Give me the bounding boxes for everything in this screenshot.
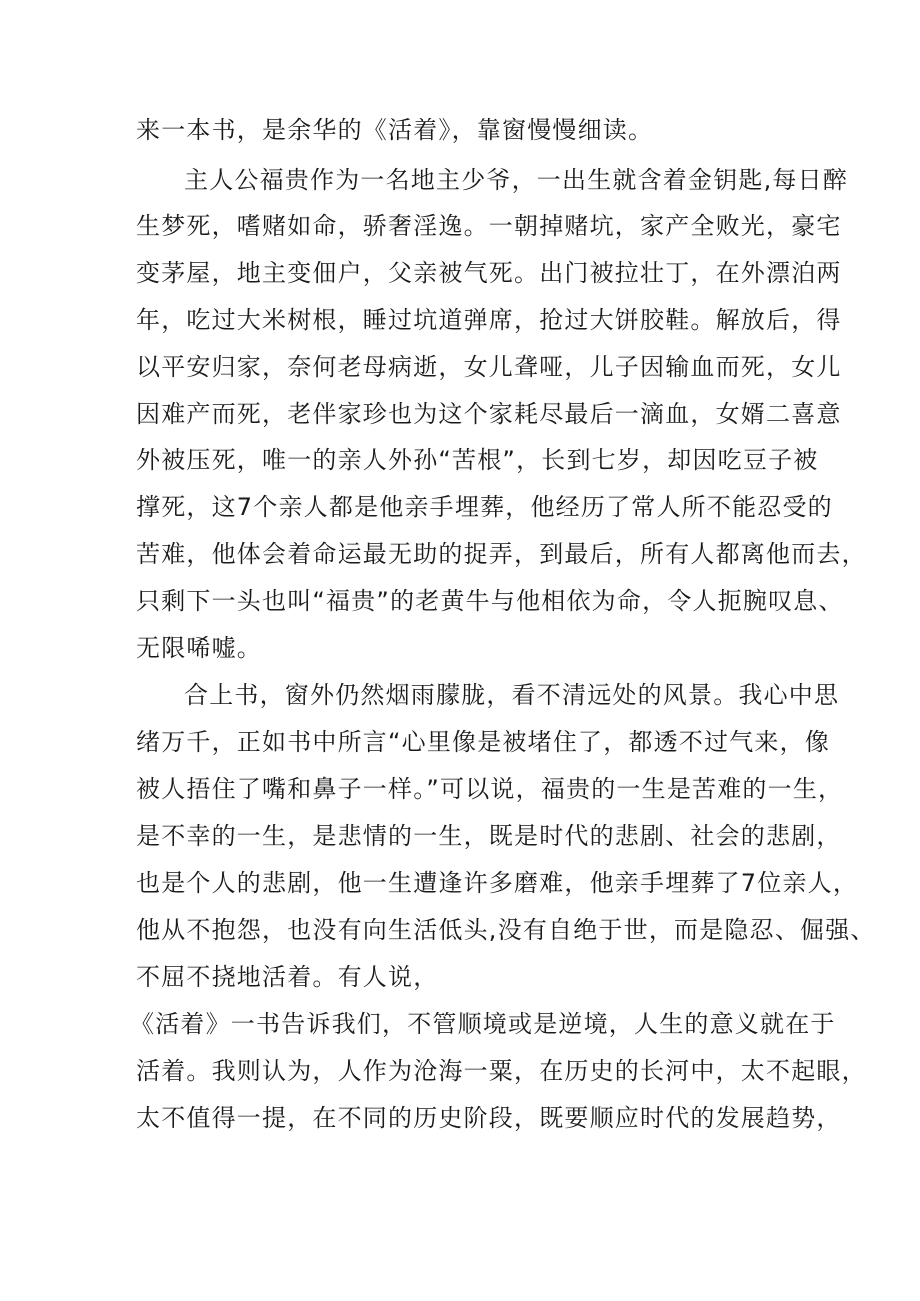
text-line-11: 只剩下一头也叫“福贵”的老黄牛与他相依为命，令人扼腕叹息、 <box>136 587 844 615</box>
text-line-4: 变茅屋，地主变佃户，父亲被气死。出门被拉壮丁，在外漂泊两 <box>136 259 842 287</box>
text-line-2: 主人公福贵作为一名地主少爷，一出生就含着金钥匙,每日醉 <box>184 166 849 194</box>
text-line-12: 无限唏嘘。 <box>136 634 262 662</box>
text-line-20: 《活着》一书告诉我们，不管顺境或是逆境，人生的意义就在于 <box>130 1010 836 1038</box>
text-line-13: 合上书，窗外仍然烟雨朦胧，看不清远处的风景。我心中思 <box>184 681 840 709</box>
text-line-10: 苦难，他体会着命运最无助的捉弄，到最后，所有人都离他而去， <box>136 540 867 568</box>
text-line-22: 太不值得一提，在不同的历史阶段，既要顺应时代的发展趋势， <box>136 1104 842 1132</box>
text-line-19: 不屈不挠地活着。有人说， <box>136 963 439 991</box>
text-line-8: 外被压死，唯一的亲人外孙“苦根”，长到七岁，却因吃豆子被 <box>136 446 819 474</box>
text-line-21: 活着。我则认为，人作为沧海一粟，在历史的长河中，太不起眼， <box>136 1057 867 1085</box>
text-line-18: 他从不抱怨，也没有向生活低头,没有自绝于世，而是隐忍、倔强、 <box>136 916 876 944</box>
text-line-1: 来一本书，是余华的《活着》，靠窗慢慢细读。 <box>136 116 654 144</box>
text-line-3: 生梦死，嗜赌如命，骄奢淫逸。一朝掉赌坑，家产全败光，豪宅 <box>136 212 842 240</box>
text-line-6: 以平安归家，奈何老母病逝，女儿聋哑，儿子因输血而死，女儿 <box>136 353 842 381</box>
text-line-15: 被人捂住了嘴和鼻子一样。”可以说，福贵的一生是苦难的一生， <box>136 775 844 803</box>
text-line-17: 也是个人的悲剧，他一生遭逢许多磨难，他亲手埋葬了7位亲人， <box>136 869 859 897</box>
text-line-9: 撑死，这7个亲人都是他亲手埋葬，他经历了常人所不能忍受的 <box>136 493 833 521</box>
text-line-7: 因难产而死，老伴家珍也为这个家耗尽最后一滴血，女婿二喜意 <box>136 400 842 428</box>
text-line-5: 年，吃过大米树根，睡过坑道弹席，抢过大饼胶鞋。解放后，得 <box>136 306 842 334</box>
text-line-16: 是不幸的一生，是悲情的一生，既是时代的悲剧、社会的悲剧， <box>136 822 842 850</box>
text-line-14: 绪万千，正如书中所言“心里像是被堵住了，都透不过气来，像 <box>136 728 831 756</box>
